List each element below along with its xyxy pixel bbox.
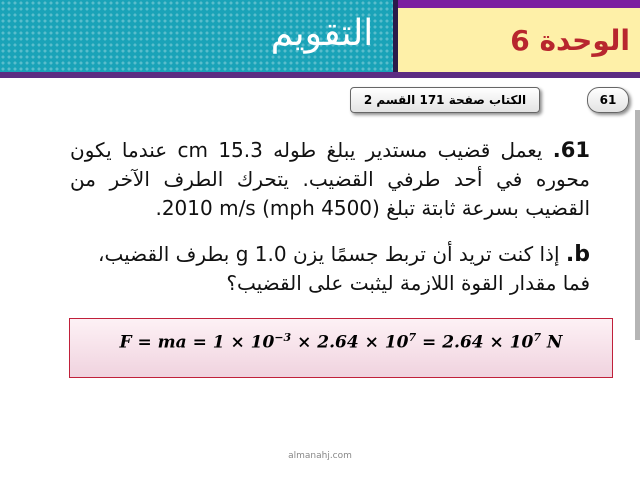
header-stripe <box>0 72 640 78</box>
part-b-label: b. <box>565 242 590 267</box>
formula-exponent-3: 7 <box>533 331 541 344</box>
formula-exponent-1: −3 <box>274 331 292 344</box>
question-part-b <box>70 240 590 297</box>
formula-result: = 2.64 × 10 <box>416 332 534 353</box>
unit-label: الوحدة 6 <box>510 24 630 57</box>
part-b-text: إذا كنت تريد أن تربط جسمًا يزن 1.0 g بطرف القضيب، فما مقدار القوة اللازمة ليثبت على القضيب؟ <box>98 242 590 295</box>
footer-site: almanahj.com <box>288 451 352 461</box>
question-text <box>70 136 590 223</box>
page-title: التقويم <box>270 13 374 54</box>
book-reference-box: الكتاب صفحة 171 القسم 2 <box>350 87 540 113</box>
answer-box <box>69 318 613 378</box>
side-accent-bar <box>635 110 640 340</box>
question-number: 61. <box>552 138 591 162</box>
formula-exponent-2: 7 <box>408 331 417 344</box>
formula-middle: × 2.64 × 10 <box>291 332 409 353</box>
formula-unit: N <box>541 332 563 353</box>
formula-lhs: F = ma = 1 × 10 <box>119 332 275 353</box>
question-body: يعمل قضيب مستدير يبلغ طوله 15.3 cm عندما يكون محوره في أحد طرفي القضيب. يتحرك الطرف الآخر من القضيب بسرعة ثابتة تبلغ (4500 mph) 2010 m/s. <box>70 138 590 220</box>
answer-formula <box>70 319 612 362</box>
question-number-badge: 61 <box>587 87 629 113</box>
